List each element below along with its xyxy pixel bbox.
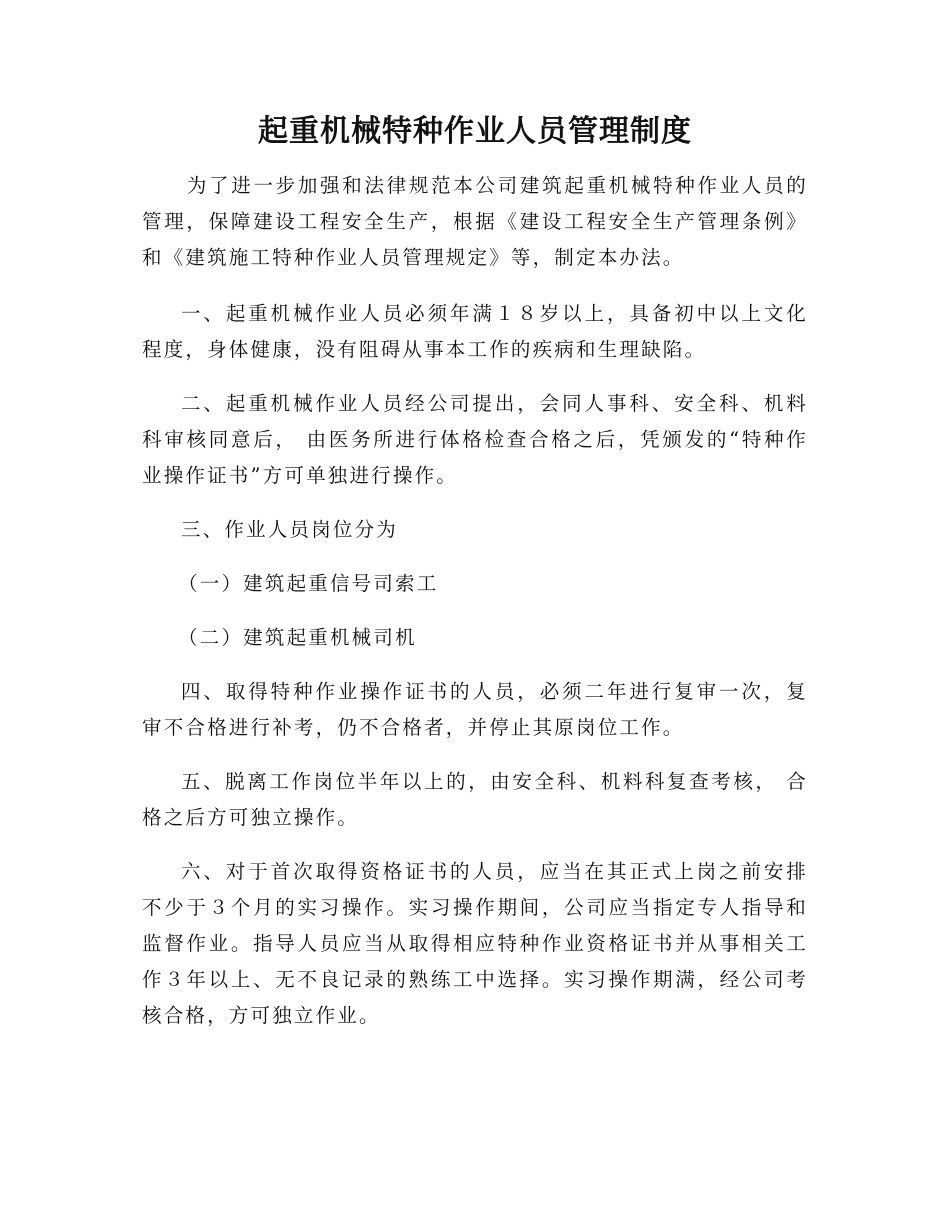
position-item-1: （一）建筑起重信号司索工 <box>178 572 439 595</box>
intro-paragraph: 为了进一步加强和法律规范本公司建筑起重机械特种作业人员的管理，保障建设工程安全生产，根据《建设工程安全生产管理条例》和《建筑施工特种作业人员管理规定》等，制定本办法。 <box>142 174 808 269</box>
document-title: 起重机械特种作业人员管理制度 <box>258 114 692 149</box>
rule-paragraph-4: 四、取得特种作业操作证书的人员，必须二年进行复审一次，复审不合格进行补考，仍不合格者，并停止其原岗位工作。 <box>142 680 808 739</box>
rule-paragraph-5: 五、脱离工作岗位半年以上的，由安全科、机料科复查考核， 合格之后方可独立操作。 <box>142 770 808 829</box>
rule-paragraph-2: 二、起重机械作业人员经公司提出，会同人事科、安全科、机料科审核同意后， 由医务所进行体格检查合格之后，凭颁发的“特种作业操作证书”方可单独进行操作。 <box>142 392 808 487</box>
rule-paragraph-1: 一、起重机械作业人员必须年满１８岁以上，具备初中以上文化程度，身体健康，没有阻碍从事本工作的疾病和生理缺陷。 <box>142 302 808 361</box>
position-item-2: （二）建筑起重机械司机 <box>178 626 417 649</box>
rule-paragraph-6: 六、对于首次取得资格证书的人员，应当在其正式上岗之前安排不少于３个月的实习操作。实习操作期间，公司应当指定专人指导和监督作业。指导人员应当从取得相应特种作业资格证书并从事相关工作３年以上、无不良记录的熟练工中选择。实习操作期满，经公司考核合格，方可独立作业。 <box>142 860 808 1027</box>
rule-paragraph-3: 三、作业人员岗位分为 <box>181 518 399 541</box>
document-body <box>142 168 808 1052</box>
